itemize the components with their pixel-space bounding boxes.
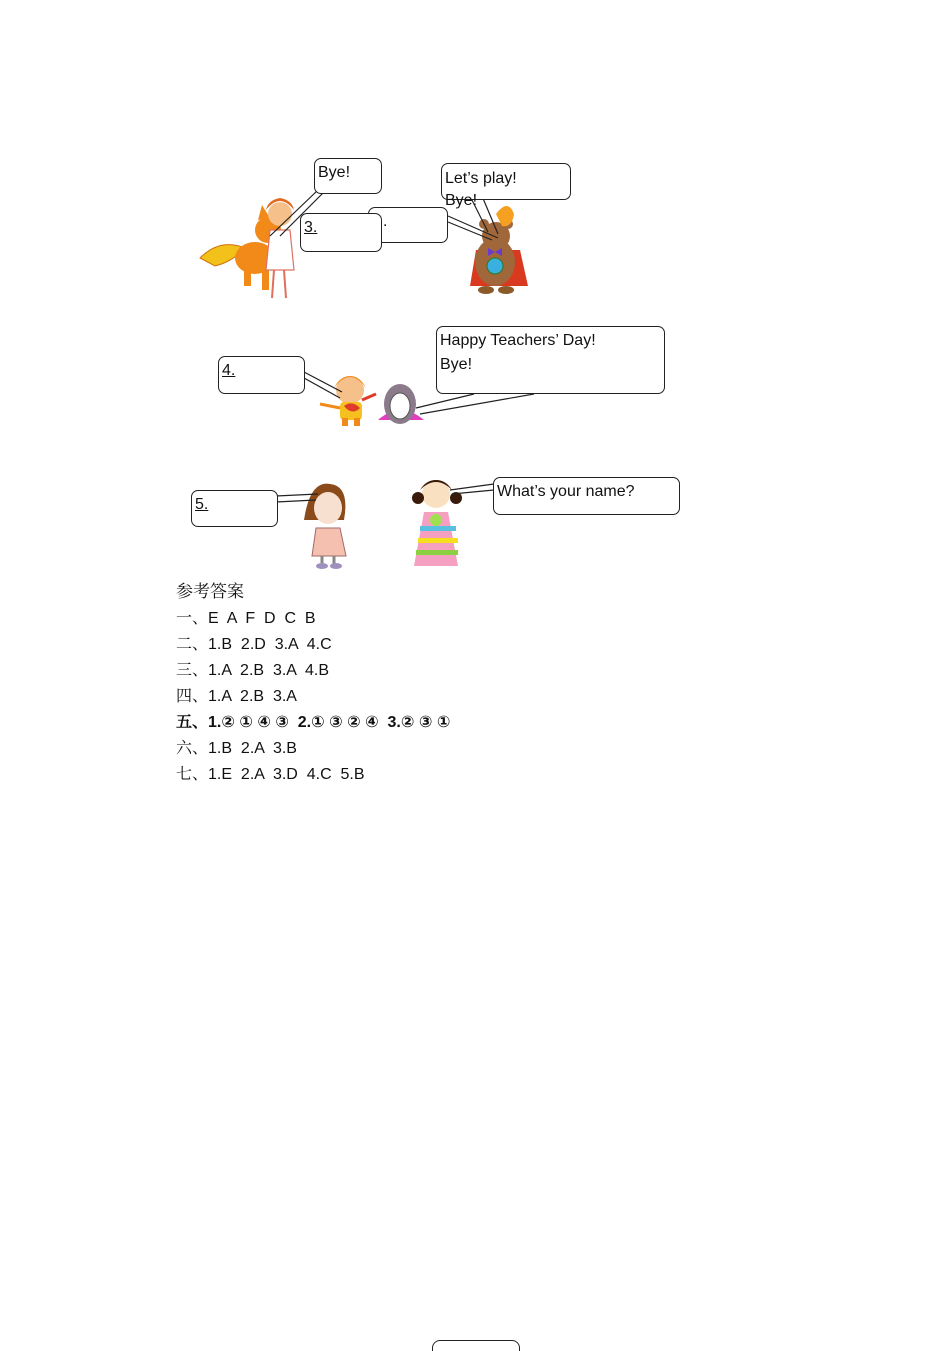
bubble-line-1: Let’s play! (445, 170, 517, 187)
row-answers: 1.② ① ④ ③ 2.① ③ ② ④ 3.② ③ ① (208, 714, 451, 731)
row-label: 六、 (176, 738, 209, 757)
bubble-line-1: Happy Teachers’ Day! (440, 332, 596, 349)
answer-row-5 (176, 709, 450, 735)
speech-bubble-bye (314, 158, 382, 194)
girl-pigtails-icon (412, 480, 462, 566)
answer-row-3 (176, 657, 450, 683)
bubble-text: What’s your name? (497, 483, 635, 500)
row-label: 四、 (176, 686, 209, 705)
bear-icon (470, 206, 528, 294)
girl-brown-hair-icon (304, 484, 346, 569)
answer-row-6 (176, 735, 450, 761)
question-number: 5. (195, 496, 209, 513)
row-answers: 1.B 2.A 3.B (208, 740, 297, 757)
row-answers: 1.E 2.A 3.D 4.C 5.B (208, 766, 365, 783)
bubble-text: Bye! (318, 164, 351, 181)
question-number: 3. (304, 219, 318, 236)
girl-icon (266, 198, 294, 298)
speech-bubble-happy-teachers-day (436, 326, 665, 394)
row-answers: E A F D C B (208, 610, 316, 627)
answer-key-title: 参考答案 (176, 582, 244, 602)
teacher-icon (378, 384, 424, 424)
row-label: 三、 (176, 660, 209, 679)
kid-icon (320, 376, 376, 426)
question-number: 4. (222, 362, 236, 379)
answer-key (176, 580, 450, 787)
answer-row-7 (176, 761, 450, 787)
speech-bubble-lets-play (441, 163, 571, 209)
row-label: 五、 (176, 712, 209, 731)
bubble-line-2: Bye! (445, 192, 478, 209)
speech-bubble-4 (218, 356, 305, 394)
speech-bubble-whats-your-name (493, 477, 680, 515)
row-answers: 1.A 2.B 3.A (208, 688, 297, 705)
speech-bubble-3 (300, 213, 382, 252)
row-label: 二、 (176, 634, 209, 653)
footer-tab (432, 1340, 520, 1351)
bubble-text: . (383, 213, 388, 230)
answer-row-4 (176, 683, 450, 709)
row-label: 一、 (176, 608, 209, 627)
row-label: 七、 (176, 764, 209, 783)
row-answers: 1.B 2.D 3.A 4.C (208, 636, 332, 653)
answer-row-1 (176, 605, 450, 631)
bubble-line-2: Bye! (440, 356, 473, 373)
speech-bubble-5 (191, 490, 278, 527)
answer-row-2 (176, 631, 450, 657)
row-answers: 1.A 2.B 3.A 4.B (208, 662, 329, 679)
